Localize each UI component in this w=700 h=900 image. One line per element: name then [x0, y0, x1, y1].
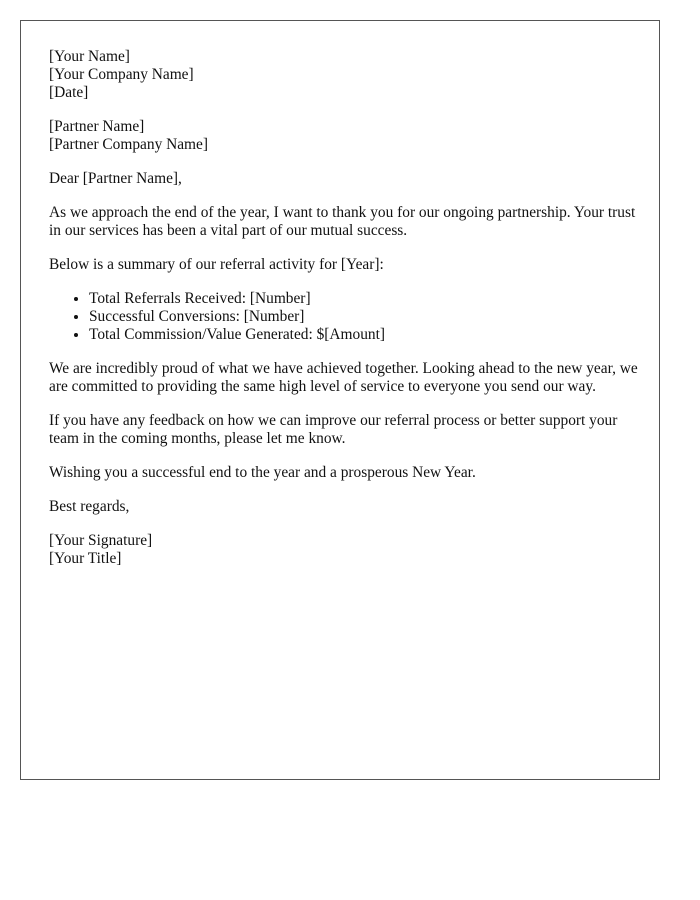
summary-intro-paragraph: Below is a summary of our referral activity for [Year]: [49, 256, 384, 273]
wishes-paragraph: Wishing you a successful end to the year and a prosperous New Year. [49, 464, 476, 481]
letter-page [20, 20, 660, 780]
recipient-name: [Partner Name] [49, 118, 145, 135]
intro-paragraph: As we approach the end of the year, I want to thank you for our ongoing partnership. Your trust in our services has been a vital part of our mutual success. [49, 204, 636, 239]
feedback-paragraph: If you have any feedback on how we can improve our referral process or better support your team in the coming months, please let me know. [49, 412, 618, 447]
summary-item-conversions: • Successful Conversions: [Number] [89, 308, 639, 326]
sender-name: [Your Name] [49, 48, 130, 65]
summary-item-commission: • Total Commission/Value Generated: $[Amount] [89, 326, 639, 344]
recipient-company: [Partner Company Name] [49, 136, 208, 153]
letter-content [49, 48, 639, 584]
sender-title: [Your Title] [49, 550, 122, 567]
sender-company: [Your Company Name] [49, 66, 194, 83]
salutation: Dear [Partner Name], [49, 170, 182, 187]
signature: [Your Signature] [49, 532, 153, 549]
recipient-block [49, 118, 639, 154]
signature-block [49, 532, 639, 568]
sender-block [49, 48, 639, 102]
achievement-paragraph: We are incredibly proud of what we have achieved together. Looking ahead to the new year, we are committed to providing the same high level of service to everyone you send our way. [49, 360, 638, 395]
referral-summary-list [49, 290, 639, 344]
letter-date: [Date] [49, 84, 89, 101]
summary-item-referrals: • Total Referrals Received: [Number] [89, 290, 639, 308]
valediction: Best regards, [49, 498, 130, 515]
